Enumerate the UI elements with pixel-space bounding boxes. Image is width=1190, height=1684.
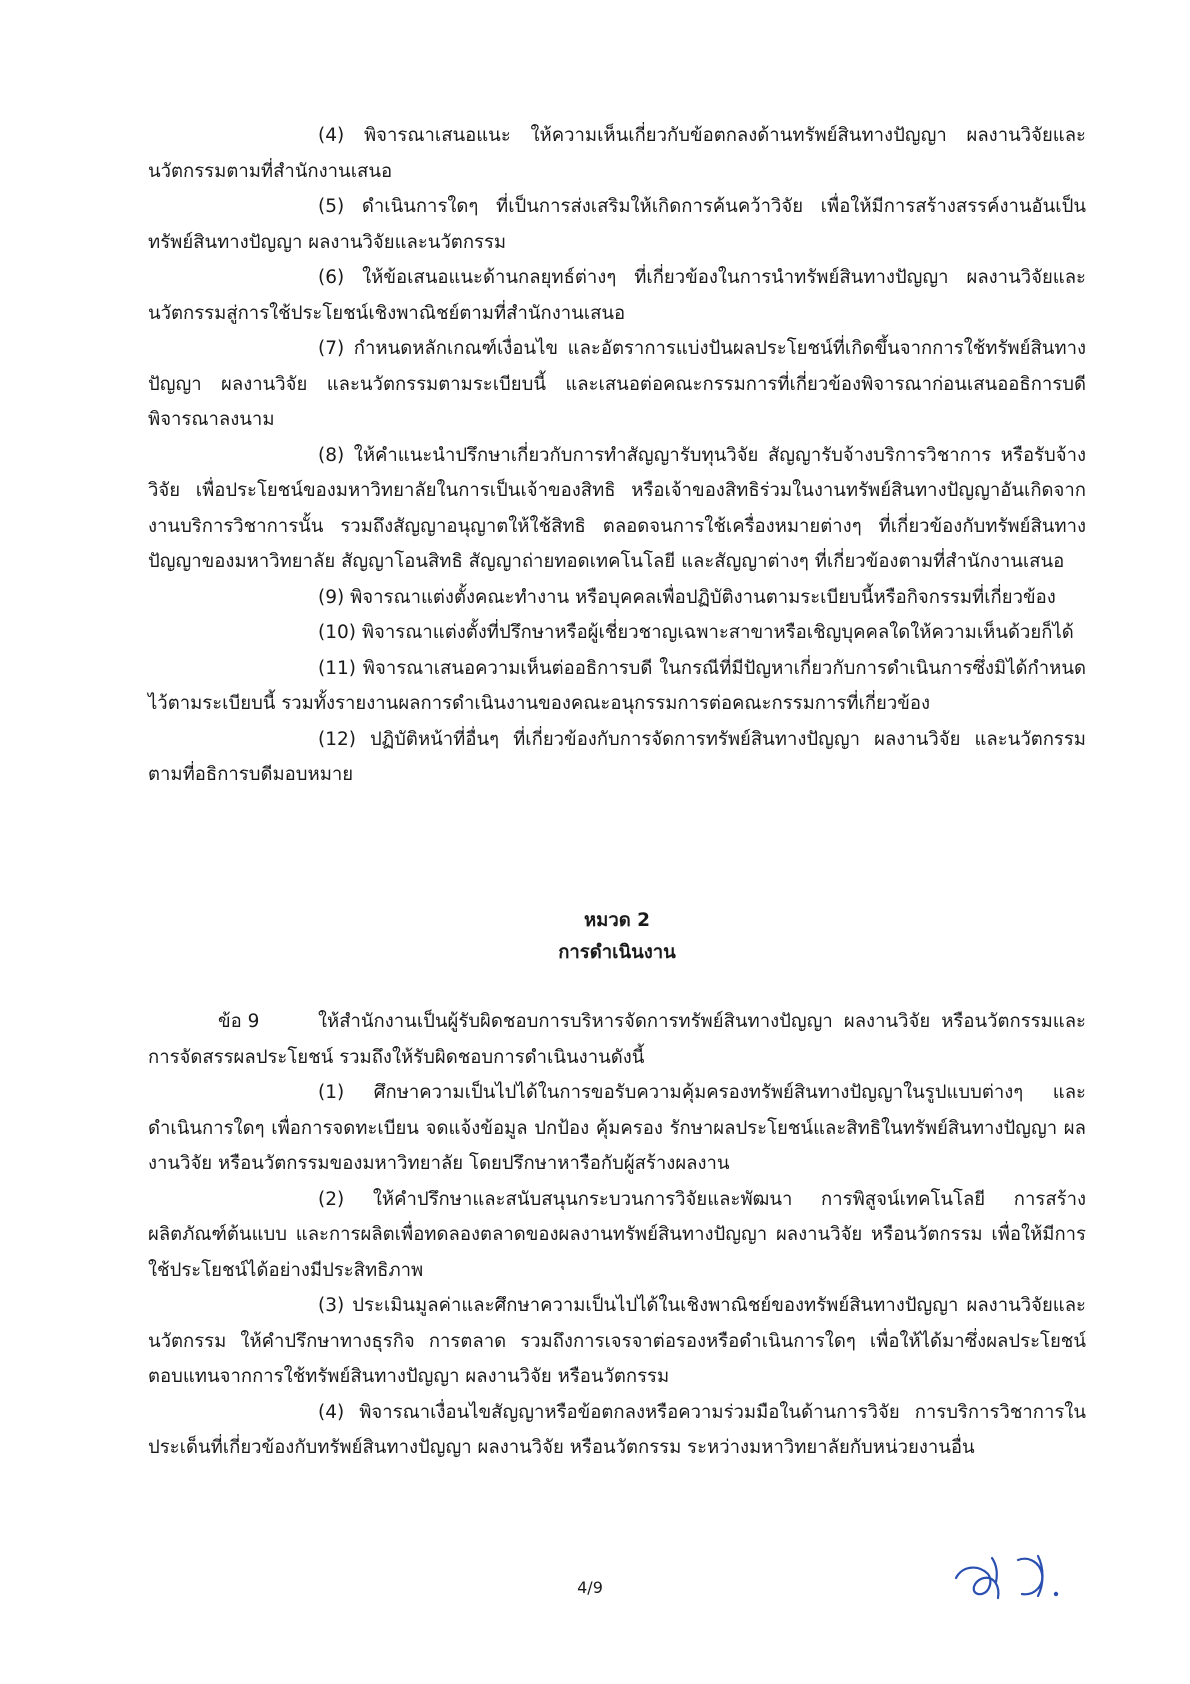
clause-9-text: ให้สำนักงานเป็นผู้รับผิดชอบการบริหารจัดการทรัพย์สินทางปัญญา ผลงานวิจัย หรือนวัตกรรมและการจัดสรรผลประโยชน์ รวมถึงให้รับผิดชอบการดำเนินงานดังนี้ bbox=[148, 1011, 1086, 1068]
list-item-10: (10) พิจารณาแต่งตั้งที่ปรึกษาหรือผู้เชี่ยวชาญเฉพาะสาขาหรือเชิญบุคคลใดให้ความเห็นด้วยก็ได้ bbox=[318, 622, 1074, 644]
clause-9-section bbox=[148, 1004, 1086, 1466]
list-item-12: (12) ปฏิบัติหน้าที่อื่นๆ ที่เกี่ยวข้องกับการจัดการทรัพย์สินทางปัญญา ผลงานวิจัย และนวัตกรรมตามที่อธิการบดีมอบหมาย bbox=[148, 728, 1086, 786]
clause-9-item-1: (1) ศึกษาความเป็นไปได้ในการขอรับความคุ้มครองทรัพย์สินทางปัญญาในรูปแบบต่างๆ และดำเนินการใดๆ เพื่อการจดทะเบียน จดแจ้งข้อมูล ปกป้อง คุ้มครอง รักษาผลประโยชน์และสิทธิในทรัพย์สินทางปัญญา ผลงานวิจัย หรือนวัตกรรมของมหาวิทยาลัย โดยปรึกษาหารือกับผู้สร้างผลงาน bbox=[148, 1082, 1086, 1175]
clause-9-item-2: (2) ให้คำปรึกษาและสนับสนุนกระบวนการวิจัยและพัฒนา การพิสูจน์เทคโนโลยี การสร้างผลิตภัณฑ์ต้นแบบ และการผลิตเพื่อทดลองตลาดของผลงานทรัพย์สินทางปัญญา ผลงานวิจัย หรือนวัตกรรม เพื่อให้มีการใช้ประโยชน์ได้อย่างมีประสิทธิภาพ bbox=[148, 1188, 1086, 1281]
chapter-heading bbox=[148, 905, 1086, 970]
clause-9-item-4: (4) พิจารณาเงื่อนไขสัญญาหรือข้อตกลงหรือความร่วมมือในด้านการวิจัย การบริการวิชาการในประเด็นที่เกี่ยวข้องกับทรัพย์สินทางปัญญา ผลงานวิจัย หรือนวัตกรรม ระหว่างมหาวิทยาลัยกับหน่วยงานอื่น bbox=[148, 1401, 1086, 1459]
list-item-4: (4) พิจารณาเสนอแนะ ให้ความเห็นเกี่ยวกับข้อตกลงด้านทรัพย์สินทางปัญญา ผลงานวิจัยและนวัตกรรมตามที่สำนักงานเสนอ bbox=[148, 125, 1086, 182]
page-number: 4/9 bbox=[577, 1578, 603, 1597]
chapter-title: การดำเนินงาน bbox=[558, 942, 676, 964]
list-item-11: (11) พิจารณาเสนอความเห็นต่ออธิการบดี ในกรณีที่มีปัญหาเกี่ยวกับการดำเนินการซึ่งมิได้กำหนดไว้ตามระเบียบนี้ รวมทั้งรายงานผลการดำเนินงานของคณะอนุกรรมการต่อคณะกรรมการที่เกี่ยวข้อง bbox=[148, 657, 1086, 715]
clause-9-item-3: (3) ประเมินมูลค่าและศึกษาความเป็นไปได้ในเชิงพาณิชย์ของทรัพย์สินทางปัญญา ผลงานวิจัยและนวัตกรรม ให้คำปรึกษาทางธุรกิจ การตลาด รวมถึงการเจรจาต่อรองหรือดำเนินการใดๆ เพื่อให้ได้มาซึ่งผลประโยชน์ตอบแทนจากการใช้ทรัพย์สินทางปัญญา ผลงานวิจัย หรือนวัตกรรม bbox=[148, 1295, 1086, 1388]
clause-number: ข้อ 9 bbox=[218, 1011, 260, 1032]
list-item-9: (9) พิจารณาแต่งตั้งคณะทำงาน หรือบุคคลเพื่อปฏิบัติงานตามระเบียบนี้หรือกิจกรรมที่เกี่ยวข้อง bbox=[318, 586, 1056, 608]
list-item-8: (8) ให้คำแนะนำปรึกษาเกี่ยวกับการทำสัญญารับทุนวิจัย สัญญารับจ้างบริการวิชาการ หรือรับจ้างวิจัย เพื่อประโยชน์ของมหาวิทยาลัยในการเป็นเจ้าของสิทธิ หรือเจ้าของสิทธิร่วมในงานทรัพย์สินทางปัญญาอันเกิดจากงานบริการวิชาการนั้น รวมถึงสัญญาอนุญาตให้ใช้สิทธิ ตลอดจนการใช้เครื่องหมายต่างๆ ที่เกี่ยวข้องกับทรัพย์สินทางปัญญาของมหาวิทยาลัย สัญญาโอนสิทธิ สัญญาถ่ายทอดเทคโนโลยี และสัญญาต่างๆ ที่เกี่ยวข้องตามที่สำนักงานเสนอ bbox=[148, 444, 1086, 573]
chapter-number: หมวด 2 bbox=[583, 910, 651, 931]
section-one-items bbox=[148, 118, 1086, 793]
list-item-7: (7) กำหนดหลักเกณฑ์เงื่อนไข และอัตราการแบ่งปันผลประโยชน์ที่เกิดขึ้นจากการใช้ทรัพย์สินทางปัญญา ผลงานวิจัย และนวัตกรรมตามระเบียบนี้ และเสนอต่อคณะกรรมการที่เกี่ยวข้องพิจารณาก่อนเสนออธิการบดีพิจารณาลงนาม bbox=[148, 338, 1086, 431]
handwritten-signature bbox=[948, 1538, 1078, 1608]
list-item-5: (5) ดำเนินการใดๆ ที่เป็นการส่งเสริมให้เกิดการค้นคว้าวิจัย เพื่อให้มีการสร้างสรรค์งานอันเป็นทรัพย์สินทางปัญญา ผลงานวิจัยและนวัตกรรม bbox=[148, 196, 1086, 253]
clause-9-intro bbox=[148, 1004, 1086, 1075]
list-item-6: (6) ให้ข้อเสนอแนะด้านกลยุทธ์ต่างๆ ที่เกี่ยวข้องในการนำทรัพย์สินทางปัญญา ผลงานวิจัยและนวัตกรรมสู่การใช้ประโยชน์เชิงพาณิชย์ตามที่สำนักงานเสนอ bbox=[148, 267, 1086, 324]
